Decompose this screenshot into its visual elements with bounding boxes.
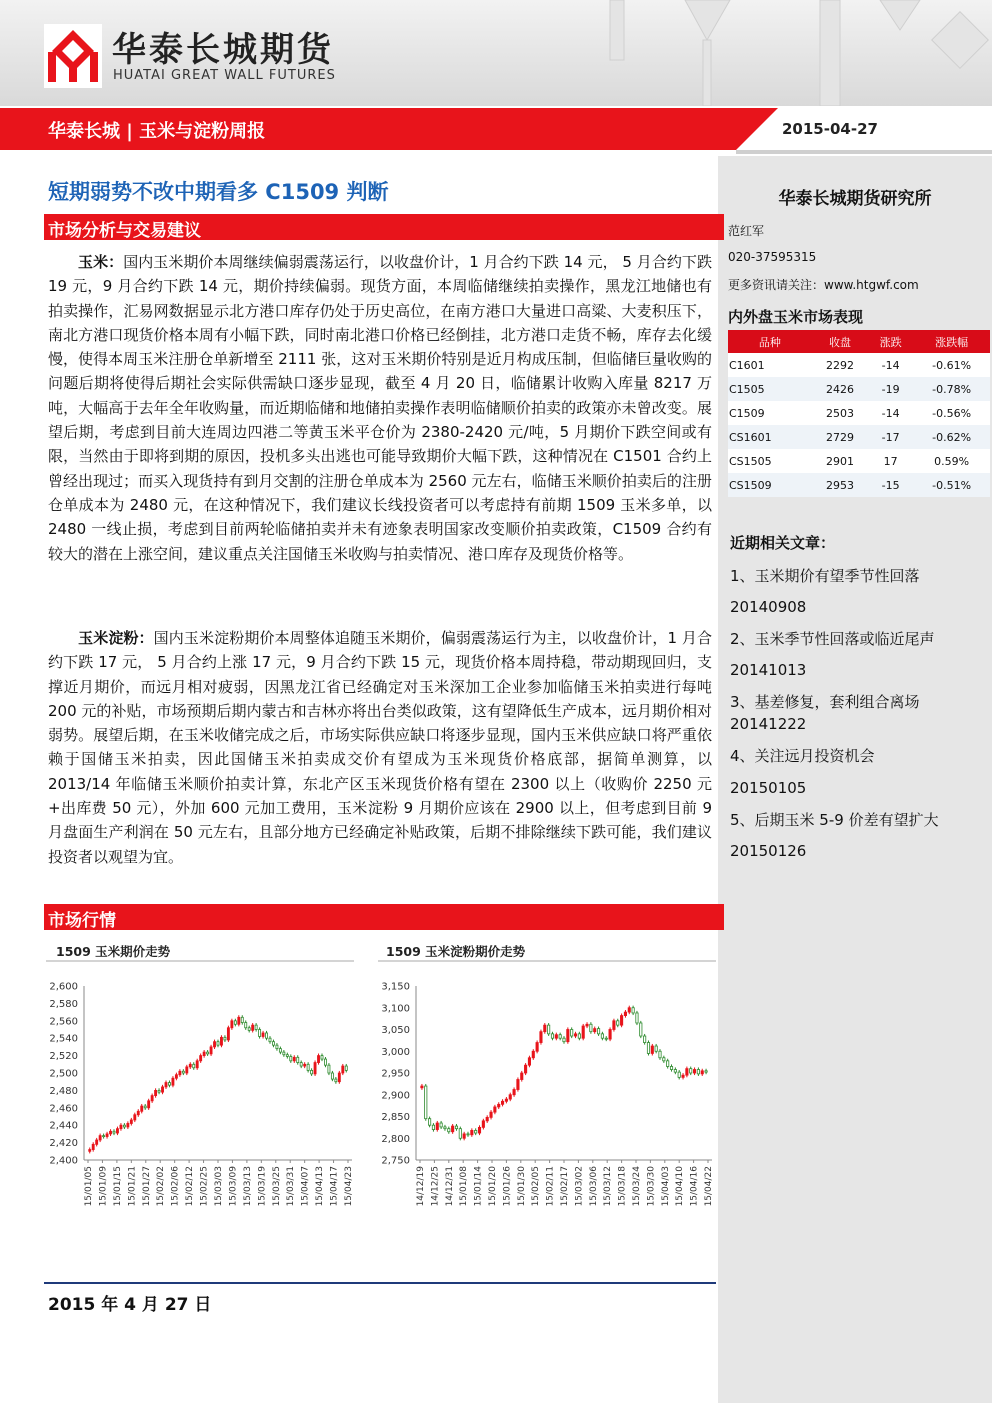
chart-title-corn: 1509 玉米期价走势 (56, 944, 171, 959)
candle-body (203, 1052, 205, 1055)
candle-body (193, 1064, 195, 1067)
candle-body (428, 1119, 430, 1126)
y-tick-label: 2,520 (49, 1051, 78, 1063)
candle-body (179, 1071, 181, 1074)
candle-body (594, 1029, 596, 1032)
candle-body (509, 1095, 511, 1099)
footer-date: 2015 年 4 月 27 日 (48, 1295, 212, 1315)
candle-body (272, 1042, 274, 1045)
y-tick-label: 2,500 (49, 1068, 78, 1080)
table-cell: -14 (868, 353, 913, 377)
candle-body (632, 1008, 634, 1013)
x-tick-label: 15/02/11 (545, 1166, 556, 1207)
candle-body (482, 1121, 484, 1128)
x-tick-label: 15/03/06 (588, 1166, 599, 1207)
table-cell: -0.62% (913, 425, 990, 449)
table-cell: 2292 (812, 353, 868, 377)
x-tick-label: 15/03/09 (228, 1166, 239, 1207)
x-tick-label: 14/12/31 (444, 1166, 455, 1207)
x-tick-label: 15/03/18 (617, 1166, 628, 1207)
table-cell: 17 (868, 449, 913, 473)
candle-body (421, 1086, 423, 1088)
footer-divider (44, 1282, 716, 1284)
candle-body (269, 1038, 271, 1041)
candle-body (189, 1064, 191, 1067)
candle-body (252, 1025, 254, 1030)
table-cell: 2901 (812, 449, 868, 473)
y-tick-label: 2,560 (49, 1016, 78, 1028)
x-tick-label: 15/01/05 (84, 1166, 94, 1207)
candle-body (682, 1075, 684, 1077)
candle-body (99, 1136, 101, 1140)
candle-body (494, 1107, 496, 1112)
x-tick-label: 15/02/12 (185, 1166, 196, 1207)
y-tick-label: 2,400 (49, 1155, 78, 1167)
y-tick-label: 3,050 (381, 1025, 410, 1036)
y-tick-label: 2,850 (381, 1112, 410, 1123)
x-tick-label: 15/04/03 (660, 1166, 671, 1207)
x-tick-label: 15/01/30 (516, 1166, 527, 1207)
candle-body (697, 1070, 699, 1074)
x-tick-label: 15/02/25 (199, 1166, 210, 1207)
table-header-cell: 收盘 (812, 330, 868, 353)
article-link[interactable]: 4、关注远月投资机会 (730, 747, 875, 765)
x-tick-label: 15/04/13 (315, 1166, 326, 1207)
candle-body (536, 1043, 538, 1052)
x-tick-label: 15/01/14 (473, 1166, 484, 1207)
chart-title-starch: 1509 玉米淀粉期价走势 (386, 944, 526, 959)
candle-body (286, 1055, 288, 1057)
table-row (728, 353, 990, 377)
candle-body (551, 1034, 553, 1038)
table-cell: 2503 (812, 401, 868, 425)
article-link[interactable]: 5、后期玉米 5-9 价差有望扩大 (730, 811, 939, 829)
table-header-row (728, 330, 990, 353)
candle-body (89, 1150, 91, 1152)
x-tick-label: 15/03/03 (214, 1166, 224, 1207)
candle-body (92, 1144, 94, 1149)
candle-body (448, 1129, 450, 1132)
x-tick-label: 15/01/26 (502, 1166, 513, 1207)
candle-body (141, 1106, 143, 1111)
candle-body (670, 1066, 672, 1069)
market-performance-table (728, 330, 990, 497)
candle-body (210, 1047, 212, 1054)
candle-body (528, 1058, 530, 1065)
huatai-logo-icon (44, 24, 102, 88)
candle-body (478, 1127, 480, 1133)
y-tick-label: 3,150 (381, 981, 410, 993)
starch-label: 玉米淀粉： (78, 629, 154, 647)
candle-body (582, 1026, 584, 1038)
candle-body (196, 1061, 198, 1068)
table-cell: 2953 (812, 473, 868, 497)
candle-body (255, 1025, 257, 1029)
candle-body (227, 1028, 229, 1040)
candle-body (547, 1025, 549, 1034)
article-date: 20141013 (730, 661, 807, 679)
institute-name: 华泰长城期货研究所 (778, 189, 932, 209)
candle-body (172, 1078, 174, 1085)
candle-body (175, 1075, 177, 1078)
article-date: 20150126 (730, 842, 807, 860)
candle-body (245, 1023, 247, 1028)
candle-body (331, 1073, 333, 1079)
x-tick-label: 15/02/02 (156, 1166, 167, 1207)
candle-body (300, 1063, 302, 1066)
candle-body (238, 1017, 240, 1024)
chart-rule (378, 960, 716, 962)
table-cell: -0.56% (913, 401, 990, 425)
candle-body (613, 1021, 615, 1030)
report-banner-tip (736, 108, 778, 150)
table-cell: 2426 (812, 377, 868, 401)
x-tick-label: 15/04/07 (300, 1166, 311, 1207)
candle-body (559, 1035, 561, 1038)
brand-name-cn: 华泰长城期货 (112, 30, 334, 70)
analyst-phone: 020-37595315 (728, 250, 817, 264)
candle-body (293, 1057, 295, 1060)
candle-body (524, 1065, 526, 1073)
x-tick-label: 15/04/10 (675, 1166, 686, 1207)
candle-body (220, 1037, 222, 1045)
table-header-cell: 涨跌幅 (913, 330, 990, 353)
candle-body (513, 1090, 515, 1095)
candle-body (586, 1024, 588, 1026)
candle-body (304, 1064, 306, 1066)
x-tick-label: 15/04/22 (704, 1166, 714, 1207)
candle-body (609, 1030, 611, 1040)
candle-body (463, 1134, 465, 1138)
candle-body (106, 1134, 108, 1137)
analyst-name: 范红军 (728, 224, 765, 238)
candle-body (690, 1069, 692, 1073)
candle-body (571, 1030, 573, 1037)
candle-body (574, 1034, 576, 1036)
y-tick-label: 2,750 (381, 1155, 410, 1167)
candle-body (290, 1056, 292, 1060)
candle-body (116, 1129, 118, 1133)
market-table-title: 内外盘玉米市场表现 (728, 308, 864, 326)
y-tick-label: 2,580 (49, 998, 78, 1010)
y-tick-label: 2,900 (381, 1090, 410, 1102)
candle-body (705, 1071, 707, 1072)
candle-body (144, 1106, 146, 1108)
candle-body (693, 1070, 695, 1073)
candle-body (555, 1035, 557, 1038)
candle-body (137, 1111, 139, 1114)
candle-body (498, 1104, 500, 1107)
corn-analysis-paragraph (48, 250, 712, 620)
candle-body (103, 1136, 105, 1137)
y-tick-label: 2,440 (49, 1120, 78, 1132)
candle-body (148, 1101, 150, 1108)
x-tick-label: 15/03/19 (257, 1166, 268, 1207)
candle-body (701, 1071, 703, 1074)
candle-body (663, 1058, 665, 1061)
x-tick-label: 14/12/25 (430, 1166, 441, 1207)
candle-body (200, 1056, 202, 1061)
candle-body (307, 1064, 309, 1070)
y-tick-label: 2,480 (49, 1085, 78, 1097)
candle-body (134, 1115, 136, 1120)
candle-body (262, 1033, 264, 1036)
candle-body (276, 1045, 278, 1048)
brand-name-en: HUATAI GREAT WALL FUTURES (113, 68, 336, 83)
x-tick-label: 14/12/19 (416, 1166, 426, 1207)
candle-body (321, 1056, 323, 1059)
candle-body (161, 1087, 163, 1092)
table-cell: 2729 (812, 425, 868, 449)
candle-body (647, 1043, 649, 1054)
x-tick-label: 15/02/06 (170, 1166, 181, 1207)
y-tick-label: 2,540 (49, 1033, 78, 1045)
candle-body (314, 1063, 316, 1074)
candle-body (224, 1037, 226, 1040)
table-cell: 0.59% (913, 449, 990, 473)
corn-label: 玉米： (78, 253, 124, 271)
candle-body (130, 1120, 132, 1123)
x-tick-label: 15/03/24 (632, 1166, 642, 1207)
candle-body (544, 1025, 546, 1032)
table-row (728, 401, 990, 425)
x-tick-label: 15/04/17 (329, 1166, 340, 1207)
candle-body (335, 1079, 337, 1082)
article-date: 20141222 (730, 715, 807, 733)
candle-body (467, 1134, 469, 1135)
candle-body (213, 1042, 215, 1047)
table-cell: CS1601 (728, 425, 812, 449)
x-tick-label: 15/03/13 (242, 1166, 253, 1207)
candle-body (517, 1080, 519, 1090)
candle-body (338, 1073, 340, 1082)
candle-body (345, 1066, 347, 1070)
report-title: 短期弱势不改中期看多 C1509 判断 (48, 180, 389, 204)
section-bar-market (44, 904, 724, 930)
candle-body (440, 1123, 442, 1127)
candle-body (342, 1066, 344, 1073)
candle-body (667, 1061, 669, 1067)
header-divider (736, 150, 992, 154)
decorative-pattern (520, 0, 992, 106)
candle-body (217, 1042, 219, 1045)
starch-price-chart (378, 966, 718, 1226)
candle-body (120, 1125, 122, 1128)
candle-body (151, 1096, 153, 1101)
y-tick-label: 2,800 (381, 1133, 410, 1145)
candle-body (505, 1099, 507, 1101)
candle-body (425, 1086, 427, 1119)
table-header-cell: 涨跌 (868, 330, 913, 353)
x-tick-label: 15/03/31 (286, 1166, 297, 1207)
related-articles-title: 近期相关文章： (730, 534, 836, 552)
x-tick-label: 15/04/23 (344, 1166, 354, 1207)
table-row (728, 425, 990, 449)
candle-body (207, 1052, 209, 1054)
table-cell: CS1505 (728, 449, 812, 473)
candle-body (311, 1070, 313, 1073)
article-link[interactable]: 3、基差修复，套利组合离场 (730, 693, 920, 711)
article-date: 20150105 (730, 779, 807, 797)
x-tick-label: 15/01/21 (127, 1166, 138, 1207)
x-tick-label: 15/01/09 (98, 1166, 109, 1207)
corn-text: 国内玉米期价本周继续偏弱震荡运行，以收盘价计，1 月合约下跌 14 元， 5 月合约下跌 19 元，9 月合约下跌 14 元，期价持续偏弱。现货方面，本周临储继续拍卖操作，黑龙江地储也有拍卖操作，汇易网数据显示北方港口库存仍处于历史高位，在南方港口大量进口高粱、大麦积压下，南北方港口现货价格本周有小幅下跌，同时南北港口价格已经倒挂，北方港口走货不畅，库存去化缓慢，使得本周玉米注册仓单新增至 2111 张，这对玉米期价特别是近月构成压制，但临储巨量收购的问题后期将使得后期社会实际供需缺口逐步显现，截至 4 月 20 日，临储累计收购入库量 8217 万吨，大幅高于去年全年收购量，而近期临储和地储拍卖操作表明临储顺价拍卖的政策亦未曾改变。展望后期，考虑到目前大连周边四港二等黄玉米平仓价为 2380-2420 元/吨，5 月期价下跌空间或有限，当然由于即将到期的原因，投机多头出逃也可能导致期价大幅下跌，这种情况在 C1501 合约上曾经出现过；而买入现货持有到月交割的注册仓单成本为 2560 元左右，临储玉米顺价拍卖后的注册仓单成本为 2480 元，在这种情况下，我们建议长线投资者可以考虑持有前期 1509 玉米多单，以 2480 一线止损，考虑到目前两轮临储拍卖并未有迹象表明国家改变顺价拍卖政策，C1509 合约有较大的潜在上涨空间，建议重点关注国储玉米收购与拍卖情况、港口库存及现货价格等。 (48, 253, 712, 563)
x-tick-label: 15/04/16 (689, 1166, 700, 1207)
candle-body (455, 1126, 457, 1129)
candle-body (241, 1017, 243, 1022)
starch-text: 国内玉米淀粉期价本周整体追随玉米期价，偏弱震荡运行为主，以收盘价计，1 月合约下跌 17 元， 5 月合约上涨 17 元，9 月合约下跌 15 元，现货价格本周持稳，带动期现回归，支撑近月期价，而远月相对疲弱，因黑龙江省已经确定对玉米深加工企业参加临储玉米拍卖进行每吨 200 元的补贴，市场预期后期内蒙古和吉林亦将出台类似政策，这有望降低生产成本，远月期价相对弱势。展望后期，在玉米收储完成之后，市场实际供应缺口将逐步显现，国内玉米供应缺口将严重依赖于国储玉米拍卖，因此国储玉米拍卖成交价有望成为玉米现货价格底部，据简单测算，以 2013/14 年临储玉米顺价拍卖计算，东北产区玉米现货价格有望在 2300 以上（收购价 2250 元+出库费 50 元），外加 600 元加工费用，玉米淀粉 9 月期价应该在 2900 以上，但考虑到目前 9 月盘面生产利润在 50 元左右，且部分地方已经确定补贴政策，后期不排除继续下跌可能，我们建议投资者以观望为宜。 (48, 629, 712, 866)
article-link[interactable]: 2、玉米季节性回落或临近尾声 (730, 630, 935, 648)
table-row (728, 449, 990, 473)
x-tick-label: 15/02/17 (560, 1166, 570, 1207)
table-cell: -0.61% (913, 353, 990, 377)
y-tick-label: 2,950 (381, 1068, 410, 1080)
article-date: 20140908 (730, 598, 807, 616)
candle-body (324, 1059, 326, 1065)
candle-body (279, 1049, 281, 1052)
candle-body (297, 1057, 299, 1062)
table-cell: -17 (868, 425, 913, 449)
candle-body (643, 1036, 645, 1043)
table-row (728, 473, 990, 497)
candle-body (590, 1024, 592, 1031)
table-cell: -15 (868, 473, 913, 497)
y-tick-label: 2,600 (49, 981, 78, 993)
x-tick-label: 15/03/25 (271, 1166, 282, 1207)
candle-body (624, 1012, 626, 1015)
chart-rule (46, 960, 354, 962)
candle-body (113, 1131, 115, 1133)
x-tick-label: 15/01/08 (459, 1166, 470, 1207)
x-tick-label: 15/01/15 (112, 1166, 123, 1207)
y-tick-label: 2,420 (49, 1138, 78, 1150)
candle-body (165, 1083, 167, 1087)
table-cell: -0.51% (913, 473, 990, 497)
candle-body (486, 1117, 488, 1120)
candle-body (620, 1016, 622, 1026)
y-tick-label: 3,100 (381, 1003, 410, 1015)
candle-body (601, 1034, 603, 1038)
candle-body (182, 1071, 184, 1073)
candle-body (317, 1056, 319, 1063)
candle-body (659, 1051, 661, 1058)
article-link[interactable]: 1、玉米期价有望季节性回落 (730, 567, 920, 585)
candle-body (123, 1125, 125, 1127)
x-tick-label: 15/03/02 (574, 1166, 585, 1207)
candle-body (432, 1125, 434, 1129)
candle-body (283, 1052, 285, 1055)
table-cell: C1509 (728, 401, 812, 425)
candle-body (248, 1028, 250, 1031)
candle-body (471, 1130, 473, 1134)
table-cell: CS1509 (728, 473, 812, 497)
x-tick-label: 15/02/05 (531, 1166, 542, 1207)
candle-body (651, 1046, 653, 1053)
candle-body (605, 1038, 607, 1039)
candle-body (636, 1013, 638, 1023)
corn-price-chart (46, 966, 358, 1226)
section-title-market: 市场行情 (48, 911, 116, 931)
candle-body (490, 1112, 492, 1117)
candle-body (459, 1129, 461, 1139)
candle-body (578, 1034, 580, 1038)
candle-body (451, 1126, 453, 1132)
candle-body (532, 1051, 534, 1058)
candle-body (328, 1065, 330, 1073)
candle-body (168, 1083, 170, 1086)
x-tick-label: 15/01/27 (141, 1166, 152, 1207)
candle-body (640, 1023, 642, 1036)
candle-body (158, 1090, 160, 1092)
candle-body (674, 1070, 676, 1073)
x-tick-label: 15/03/12 (603, 1166, 614, 1207)
candle-body (540, 1032, 542, 1043)
candle-body (655, 1046, 657, 1051)
table-cell: -19 (868, 377, 913, 401)
x-tick-label: 15/01/20 (488, 1166, 498, 1207)
candle-body (563, 1038, 565, 1041)
starch-analysis-paragraph (48, 626, 712, 898)
candle-body (155, 1090, 157, 1095)
candle-body (436, 1123, 438, 1130)
candle-body (678, 1072, 680, 1077)
candle-body (265, 1033, 267, 1038)
candle-body (628, 1008, 630, 1012)
section-title-analysis: 市场分析与交易建议 (48, 221, 201, 241)
report-label: 华泰长城 | 玉米与淀粉周报 (48, 121, 266, 142)
table-cell: -0.78% (913, 377, 990, 401)
table-header-cell: 品种 (728, 330, 812, 353)
candle-body (686, 1069, 688, 1076)
table-cell: C1505 (728, 377, 812, 401)
x-tick-label: 15/03/30 (646, 1166, 657, 1207)
candle-body (231, 1021, 233, 1028)
candle-body (234, 1021, 236, 1024)
candle-body (617, 1021, 619, 1025)
candle-body (475, 1130, 477, 1133)
y-tick-label: 2,460 (49, 1103, 78, 1115)
candle-body (521, 1073, 523, 1080)
candle-body (444, 1127, 446, 1129)
candle-body (186, 1067, 188, 1073)
candle-body (567, 1030, 569, 1042)
table-cell: -14 (868, 401, 913, 425)
report-date: 2015-04-27 (782, 120, 878, 138)
candle-body (501, 1101, 503, 1104)
candle-body (109, 1131, 111, 1134)
candle-body (597, 1029, 599, 1034)
table-cell: C1601 (728, 353, 812, 377)
y-tick-label: 3,000 (381, 1046, 410, 1058)
candle-body (259, 1030, 261, 1037)
table-row (728, 377, 990, 401)
candle-body (127, 1123, 129, 1126)
candle-body (96, 1140, 98, 1144)
more-info-link[interactable]: 更多资讯请关注：www.htgwf.com (728, 278, 919, 292)
